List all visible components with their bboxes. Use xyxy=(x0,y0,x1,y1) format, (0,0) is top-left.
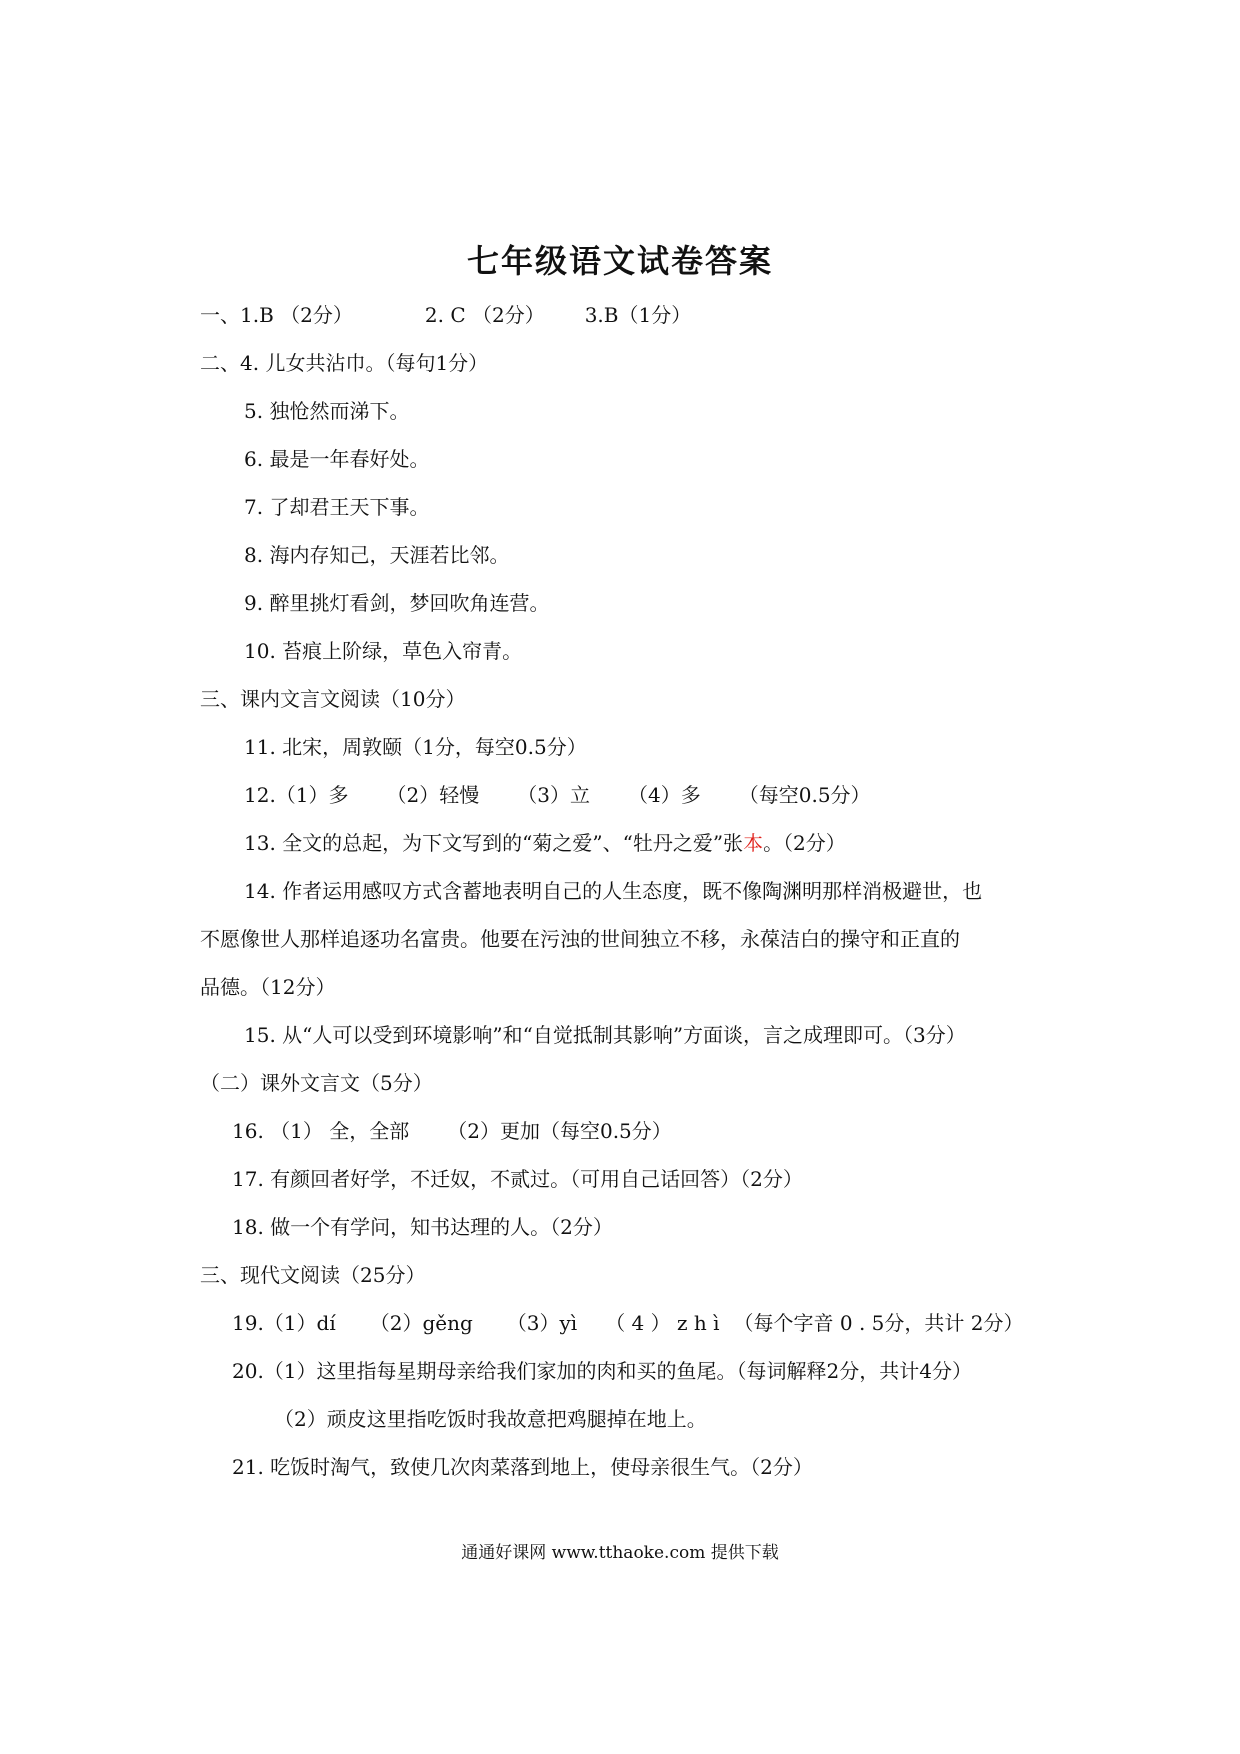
answer-line-12 xyxy=(244,780,871,810)
answer-12-2: （2）轻慢 xyxy=(386,783,480,807)
answer-line-11: 11. 北宋，周敦颐（1分，每空0.5分） xyxy=(244,735,587,759)
answer-line-13 xyxy=(244,828,846,858)
answer-line-14-part3: 品德。（12分） xyxy=(200,975,336,999)
answer-line-21: 21. 吃饭时淘气，致使几次肉菜落到地上，使母亲很生气。（2分） xyxy=(232,1455,813,1479)
answer-line-15: 15. 从“人可以受到环境影响”和“自觉抵制其影响”方面谈，言之成理即可。（3分） xyxy=(244,1023,966,1047)
answer-19-score: （每个字音 0 . 5分，共计 2分） xyxy=(733,1311,1024,1335)
answer-line-6: 6. 最是一年春好处。 xyxy=(244,447,430,471)
answer-13-highlight: 本 xyxy=(743,831,764,855)
section-heading-modern: 三、现代文阅读（25分） xyxy=(200,1263,426,1287)
answer-line-7: 7. 了却君王天下事。 xyxy=(244,495,430,519)
page-footer: 通通好课网 www.tthaoke.com 提供下载 xyxy=(461,1543,779,1563)
answer-line-14-part1: 14. 作者运用感叹方式含蓄地表明自己的人生态度，既不像陶渊明那样消极避世，也 xyxy=(244,879,983,903)
answer-line-9: 9. 醉里挑灯看剑，梦回吹角连营。 xyxy=(244,591,550,615)
answer-line-19 xyxy=(232,1308,1024,1338)
answer-line-14-part2: 不愿像世人那样追逐功名富贵。他要在污浊的世间独立不移，永葆洁白的操守和正直的 xyxy=(200,927,960,951)
answer-line-20-1: 20.（1）这里指每星期母亲给我们家加的肉和买的鱼尾。（每词解释2分，共计4分） xyxy=(232,1359,972,1383)
answer-12-4: （4）多 xyxy=(628,783,701,807)
answer-19-3: （3）yì xyxy=(506,1311,578,1335)
answer-line-5: 5. 独怆然而涕下。 xyxy=(244,399,410,423)
answer-line-section-1 xyxy=(200,300,691,330)
answer-line-17: 17. 有颜回者好学，不迁奴，不贰过。（可用自己话回答）（2分） xyxy=(232,1167,803,1191)
answer-13-score: 。（2分） xyxy=(763,831,846,855)
answer-19-4: （ 4 ） z h ì xyxy=(605,1311,720,1335)
answer-13-text: 13. 全文的总起，为下文写到的“菊之爱”、“牡丹之爱”张 xyxy=(244,831,744,855)
answer-16-2: （2）更加（每空0.5分） xyxy=(447,1119,672,1143)
answer-12-1: 12.（1）多 xyxy=(244,783,349,807)
answer-line-20-2: （2）顽皮这里指吃饭时我故意把鸡腿掉在地上。 xyxy=(274,1407,707,1431)
answer-line-18: 18. 做一个有学问，知书达理的人。（2分） xyxy=(232,1215,613,1239)
section-heading-extra-classical: （二）课外文言文（5分） xyxy=(200,1071,433,1095)
page-title: 七年级语文试卷答案 xyxy=(466,242,773,280)
answer-19-2: （2）gěng xyxy=(369,1311,473,1335)
answer-19-1: 19.（1）dí xyxy=(232,1311,336,1335)
answer-line-4: 二、4. 儿女共沾巾。（每句1分） xyxy=(200,351,489,375)
answer-line-16 xyxy=(232,1116,672,1146)
answer-12-score: （每空0.5分） xyxy=(738,783,871,807)
section-heading-classical: 三、课内文言文阅读（10分） xyxy=(200,687,466,711)
answer-2: 2. C （2分） xyxy=(424,303,545,327)
answer-line-10: 10. 苔痕上阶绿，草色入帘青。 xyxy=(244,639,523,663)
answer-1: 一、1.B （2分） xyxy=(200,303,353,327)
answer-12-3: （3）立 xyxy=(517,783,590,807)
answer-16-1: 16. （1） 全，全部 xyxy=(232,1119,410,1143)
answer-3: 3.B（1分） xyxy=(584,303,692,327)
answer-line-8: 8. 海内存知己，天涯若比邻。 xyxy=(244,543,510,567)
